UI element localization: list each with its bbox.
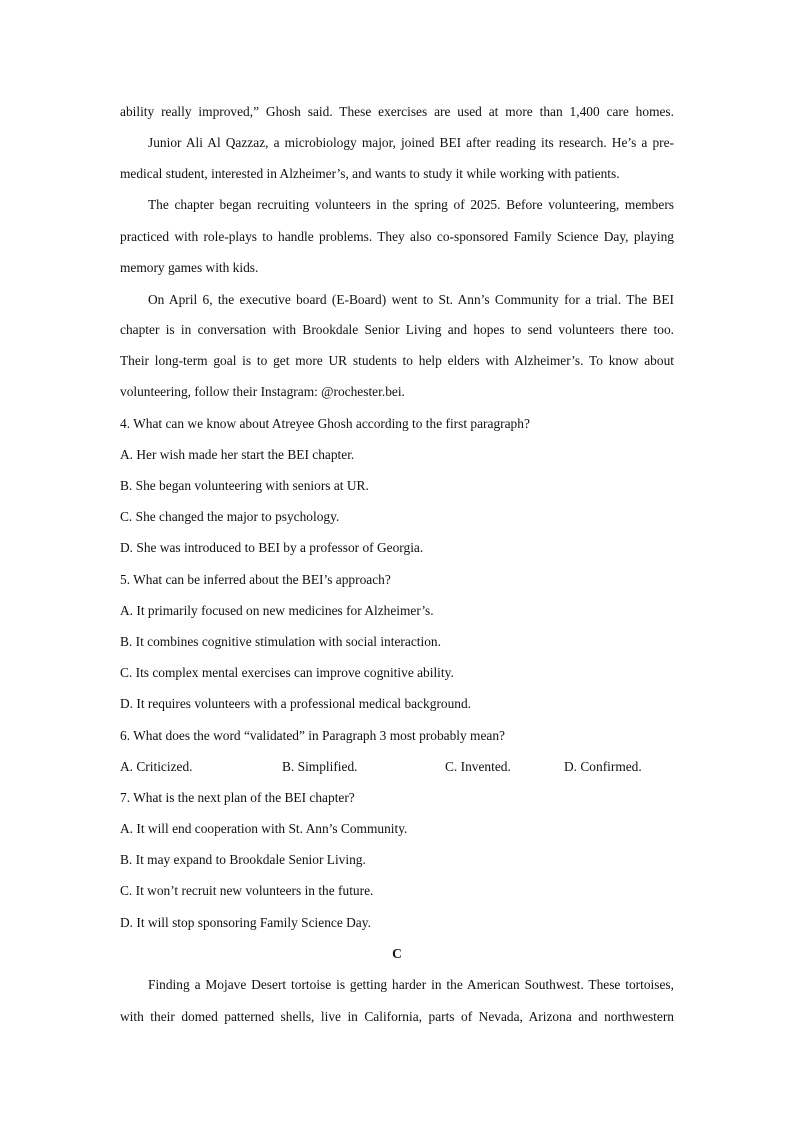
paragraph-line: Junior Ali Al Qazzaz, a microbiology major, joined BEI after reading its research. He’s a pre- xyxy=(148,135,674,150)
paragraph-line: medical student, interested in Alzheimer’s, and wants to study it while working with patients. xyxy=(120,166,620,181)
question-4-option-b: B. She began volunteering with seniors at UR. xyxy=(120,478,369,493)
question-7-option-b: B. It may expand to Brookdale Senior Living. xyxy=(120,852,366,867)
question-6-option-d: D. Confirmed. xyxy=(564,759,642,774)
paragraph-line: ability really improved,” Ghosh said. These exercises are used at more than 1,400 care homes. xyxy=(120,104,674,119)
paragraph-line: Finding a Mojave Desert tortoise is getting harder in the American Southwest. These tortoises, xyxy=(148,977,674,992)
paragraph-line: practiced with role-plays to handle problems. They also co-sponsored Family Science Day, playing xyxy=(120,229,674,244)
question-5-option-d: D. It requires volunteers with a professional medical background. xyxy=(120,696,472,711)
section-heading: C xyxy=(392,946,402,961)
paragraph-line: On April 6, the executive board (E-Board) went to St. Ann’s Community for a trial. The BEI xyxy=(148,292,674,307)
question-7-option-d: D. It will stop sponsoring Family Science Day. xyxy=(120,915,371,930)
question-6-option-c: C. Invented. xyxy=(445,759,511,774)
question-7-stem: 7. What is the next plan of the BEI chapter? xyxy=(120,790,355,805)
paragraph-line: The chapter began recruiting volunteers in the spring of 2025. Before volunteering, members xyxy=(148,197,674,212)
question-7-option-a: A. It will end cooperation with St. Ann’s Community. xyxy=(120,821,408,836)
paragraph-line: Their long-term goal is to get more UR students to help elders with Alzheimer’s. To know about xyxy=(120,353,674,368)
question-5-option-c: C. Its complex mental exercises can improve cognitive ability. xyxy=(120,665,454,680)
question-5-stem: 5. What can be inferred about the BEI’s approach? xyxy=(120,572,391,587)
question-4-option-d: D. She was introduced to BEI by a professor of Georgia. xyxy=(120,540,424,555)
question-4-stem: 4. What can we know about Atreyee Ghosh according to the first paragraph? xyxy=(120,416,530,431)
paragraph-line: chapter is in conversation with Brookdale Senior Living and hopes to send volunteers there too. xyxy=(120,322,674,337)
question-5-option-a: A. It primarily focused on new medicines for Alzheimer’s. xyxy=(120,603,434,618)
question-6-option-a: A. Criticized. xyxy=(120,759,193,774)
question-6-stem: 6. What does the word “validated” in Paragraph 3 most probably mean? xyxy=(120,728,505,743)
paragraph-line: volunteering, follow their Instagram: @rochester.bei. xyxy=(120,384,405,399)
question-4-option-a: A. Her wish made her start the BEI chapter. xyxy=(120,447,355,462)
question-5-option-b: B. It combines cognitive stimulation with social interaction. xyxy=(120,634,441,649)
paragraph-line: memory games with kids. xyxy=(120,260,259,275)
question-6-option-b: B. Simplified. xyxy=(282,759,358,774)
question-7-option-c: C. It won’t recruit new volunteers in the future. xyxy=(120,883,374,898)
paragraph-line: with their domed patterned shells, live in California, parts of Nevada, Arizona and northwestern xyxy=(120,1009,674,1024)
question-4-option-c: C. She changed the major to psychology. xyxy=(120,509,340,524)
